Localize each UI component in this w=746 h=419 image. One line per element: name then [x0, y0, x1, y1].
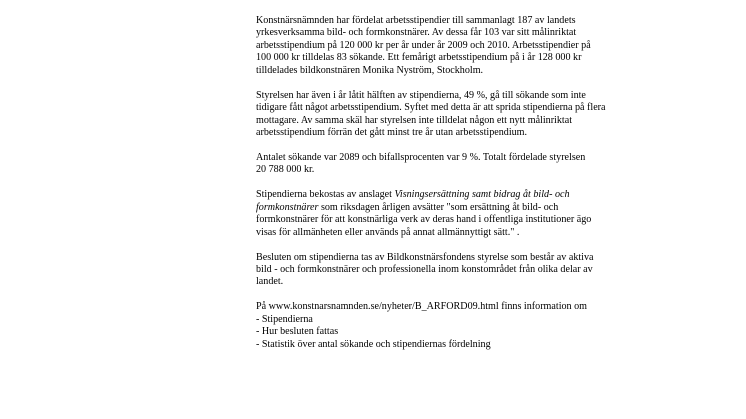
text-line: arbetsstipendium på 120 000 kr per år under år 2009 och 2010. Arbetsstipendier på	[256, 39, 591, 51]
appropriation-title-italic: formkonstnärer	[256, 201, 319, 213]
paragraph-applicant-statistics	[256, 152, 656, 177]
paragraph-more-information	[256, 301, 656, 351]
paragraph-funding-source	[256, 189, 656, 239]
text-line: Besluten om stipendierna tas av Bildkonstnärsfondens styrelse som består av aktiva	[256, 251, 594, 263]
text-line: visas för allmänheten eller används på annat allmännyttigt sätt." .	[256, 226, 520, 238]
text-segment: Stipendierna bekostas av anslaget	[256, 189, 395, 201]
text-line	[256, 202, 656, 214]
text-line: yrkesverksamma bild- och formkonstnärer. Av dessa får 103 var sitt målinriktat	[256, 27, 577, 39]
text-line: tilldelades bildkonstnären Monika Nyström, Stockholm.	[256, 64, 484, 76]
list-item: - Statistik över antal sökande och stipendiernas fördelning	[256, 338, 491, 350]
text-line: 20 788 000 kr.	[256, 164, 315, 176]
paragraph-stipend-summary	[256, 15, 656, 77]
text-line: Styrelsen har även i år låtit hälften av stipendierna, 49 %, gå till sökande som inte	[256, 89, 586, 101]
paragraph-decision-board	[256, 252, 656, 289]
text-line: mottagare. Av samma skäl har styrelsen inte tilldelat någon ett nytt målinriktat	[256, 114, 573, 126]
text-line: arbetsstipendium förrän det gått minst tre år utan arbetsstipendium.	[256, 127, 528, 139]
info-intro-with-url: På www.konstnarsnamnden.se/nyheter/B_ARFORD09.html finns information om	[256, 301, 588, 313]
text-line: bild - och formkonstnärer och professionella inom konstområdet från olika delar av	[256, 264, 593, 275]
list-item: - Stipendierna	[256, 313, 313, 325]
appropriation-title-italic: Visningsersättning samt bidrag åt bild- och	[394, 189, 570, 201]
text-line: Konstnärsnämnden har fördelat arbetsstipendier till sammanlagt 187 av landets	[256, 15, 576, 26]
text-line	[256, 189, 656, 201]
text-line: 100 000 kr tilldelas 83 sökande. Ett femårigt arbetsstipendium på i år 128 000 kr	[256, 52, 582, 64]
text-line: formkonstnärer för att konstnärliga verk av deras hand i offentliga institutioner ägo	[256, 214, 592, 226]
info-list	[256, 314, 656, 351]
text-line: Antalet sökande var 2089 och bifallsprocenten var 9 %. Totalt fördelade styrelsen	[256, 151, 586, 163]
document-body	[256, 15, 656, 364]
list-item: - Hur besluten fattas	[256, 326, 339, 338]
paragraph-new-recipients	[256, 90, 656, 140]
text-segment: som riksdagen årligen avsätter "som ersättning åt bild- och	[318, 201, 559, 213]
text-line: tidigare fått något arbetsstipendium. Syftet med detta är att sprida stipendierna på flera	[256, 102, 606, 114]
text-line: landet.	[256, 276, 284, 288]
